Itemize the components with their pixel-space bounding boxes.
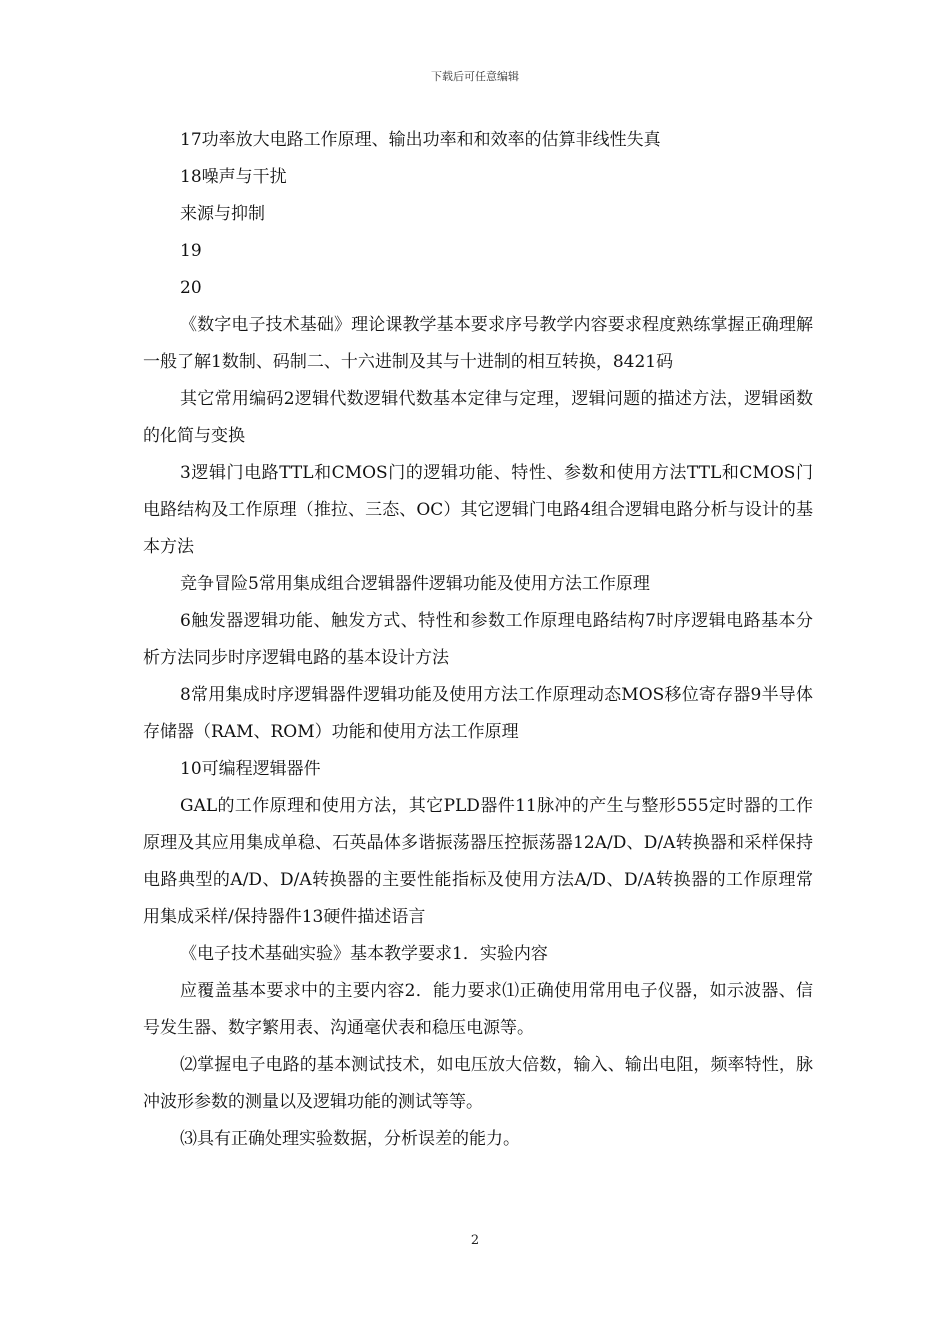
paragraph: 8常用集成时序逻辑器件逻辑功能及使用方法工作原理动态MOS移位寄存器9半导体存储器（RAM、ROM）功能和使用方法工作原理 bbox=[143, 685, 813, 742]
paragraph: 19 bbox=[180, 241, 202, 261]
page-header: 下载后可任意编辑 bbox=[431, 70, 519, 83]
paragraph: 6触发器逻辑功能、触发方式、特性和参数工作原理电路结构7时序逻辑电路基本分析方法同步时序逻辑电路的基本设计方法 bbox=[143, 611, 813, 668]
paragraph: 18噪声与干扰 bbox=[180, 167, 287, 187]
paragraph: 《电子技术基础实验》基本教学要求1．实验内容 bbox=[180, 944, 548, 964]
paragraph: 10可编程逻辑器件 bbox=[180, 759, 321, 779]
paragraph: 17功率放大电路工作原理、输出功率和和效率的估算非线性失真 bbox=[180, 130, 661, 150]
paragraph: 来源与抑制 bbox=[180, 204, 265, 224]
paragraph: 《数字电子技术基础》理论课教学基本要求序号教学内容要求程度熟练掌握正确理解一般了解1数制、码制二、十六进制及其与十进制的相互转换，8421码 bbox=[143, 315, 813, 372]
paragraph: 竞争冒险5常用集成组合逻辑器件逻辑功能及使用方法工作原理 bbox=[180, 574, 650, 594]
paragraph: 3逻辑门电路TTL和CMOS门的逻辑功能、特性、参数和使用方法TTL和CMOS门电路结构及工作原理（推拉、三态、OC）其它逻辑门电路4组合逻辑电路分析与设计的基本方法 bbox=[143, 463, 813, 557]
paragraph: 20 bbox=[180, 278, 202, 298]
page-number: 2 bbox=[470, 1233, 480, 1248]
paragraph: GAL的工作原理和使用方法，其它PLD器件11脉冲的产生与整形555定时器的工作原理及其应用集成单稳、石英晶体多谐振荡器压控振荡器12A/D、D/A转换器和采样保持电路典型的A/D、D/A转换器的主要性能指标及使用方法A/D、D/A转换器的工作原理常用集成采样/保持器件13硬件描述语言 bbox=[143, 796, 813, 927]
paragraph: ⑵掌握电子电路的基本测试技术，如电压放大倍数，输入、输出电阻，频率特性，脉冲波形参数的测量以及逻辑功能的测试等等。 bbox=[143, 1055, 813, 1112]
paragraph: ⑶具有正确处理实验数据，分析误差的能力。 bbox=[180, 1129, 520, 1149]
document-body bbox=[143, 122, 813, 1158]
paragraph: 其它常用编码2逻辑代数逻辑代数基本定律与定理，逻辑问题的描述方法，逻辑函数的化简与变换 bbox=[143, 389, 813, 446]
paragraph: 应覆盖基本要求中的主要内容2．能力要求⑴正确使用常用电子仪器，如示波器、信号发生器、数字繁用表、沟通毫伏表和稳压电源等。 bbox=[143, 981, 813, 1038]
